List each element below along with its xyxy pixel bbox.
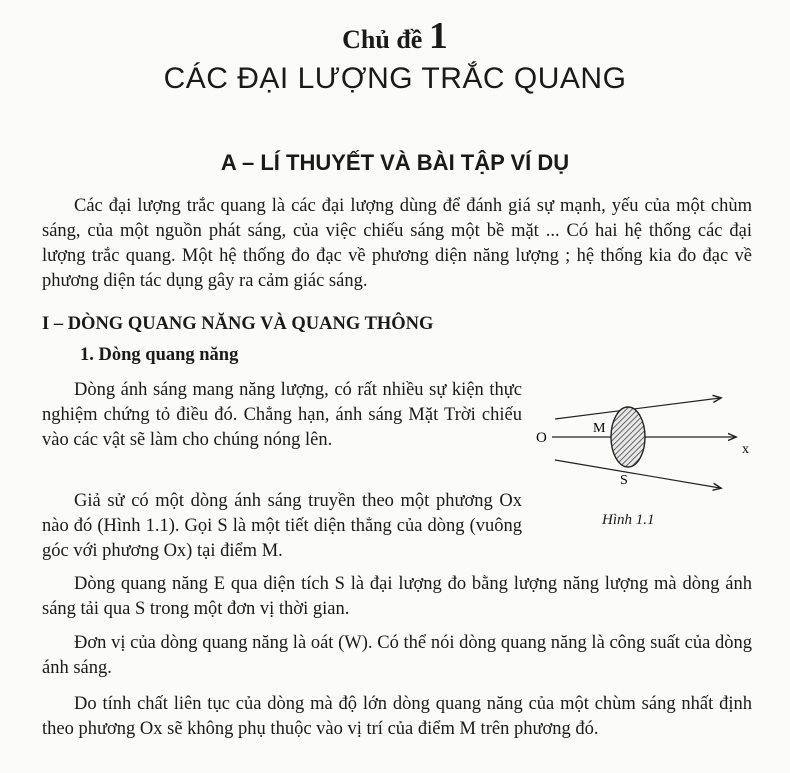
paragraph-1: Dòng ánh sáng mang năng lượng, có rất nhiều sự kiện thực nghiệm chứng tỏ điều đó. Chẳng hạn, ánh sáng Mặt Trời chiếu vào các vật sẽ làm cho chúng nóng lên. [42,380,522,450]
paragraph-4: Đơn vị của dòng quang năng là oát (W). Có thể nói dòng quang năng là công suất của dòng ánh sáng. [42,633,752,678]
chapter-number: 1 [428,15,448,57]
ray-bottom [555,460,720,488]
label-o: O [536,430,547,446]
label-x: x [742,442,749,457]
chapter-heading [0,14,790,58]
chapter-label: Chủ đề [342,25,423,54]
paragraph-5: Do tính chất liên tục của dòng mà độ lớn dòng quang năng của một chùm sáng nhất định theo phương Ox sẽ không phụ thuộc vào vị trí của điểm M trên phương đó. [42,694,752,739]
paragraph-3: Dòng quang năng E qua diện tích S là đại lượng đo bằng lượng năng lượng mà dòng ánh sáng tải qua S trong một đơn vị thời gian. [42,574,752,619]
label-s: S [620,473,628,488]
figure-1-1 [530,392,760,532]
label-m: M [593,421,606,436]
section-a-heading: A – LÍ THUYẾT VÀ BÀI TẬP VÍ DỤ [220,150,570,175]
paragraph-2: Giả sử có một dòng ánh sáng truyền theo một phương Ox nào đó (Hình 1.1). Gọi S là một tiết diện thẳng của dòng (vuông góc với phương Ox) tại điểm M. [42,491,522,561]
cross-section-s [611,407,645,467]
intro-paragraph: Các đại lượng trắc quang là các đại lượng dùng để đánh giá sự mạnh, yếu của một chùm sáng, của một nguồn phát sáng, của việc chiếu sáng một bề mặt ... Có hai hệ thống các đại lượng trắc quang. Một hệ thống đo đạc về phương diện năng lượng ; hệ thống kia đo đạc về phương diện tác dụng gây ra cảm giác sáng. [42,196,752,291]
figure-caption: Hình 1.1 [602,512,655,528]
section-heading-1: I – DÒNG QUANG NĂNG VÀ QUANG THÔNG [42,314,434,334]
chapter-title: CÁC ĐẠI LƯỢNG TRẮC QUANG [163,62,627,95]
subsection-heading-1: 1. Dòng quang năng [80,345,239,365]
